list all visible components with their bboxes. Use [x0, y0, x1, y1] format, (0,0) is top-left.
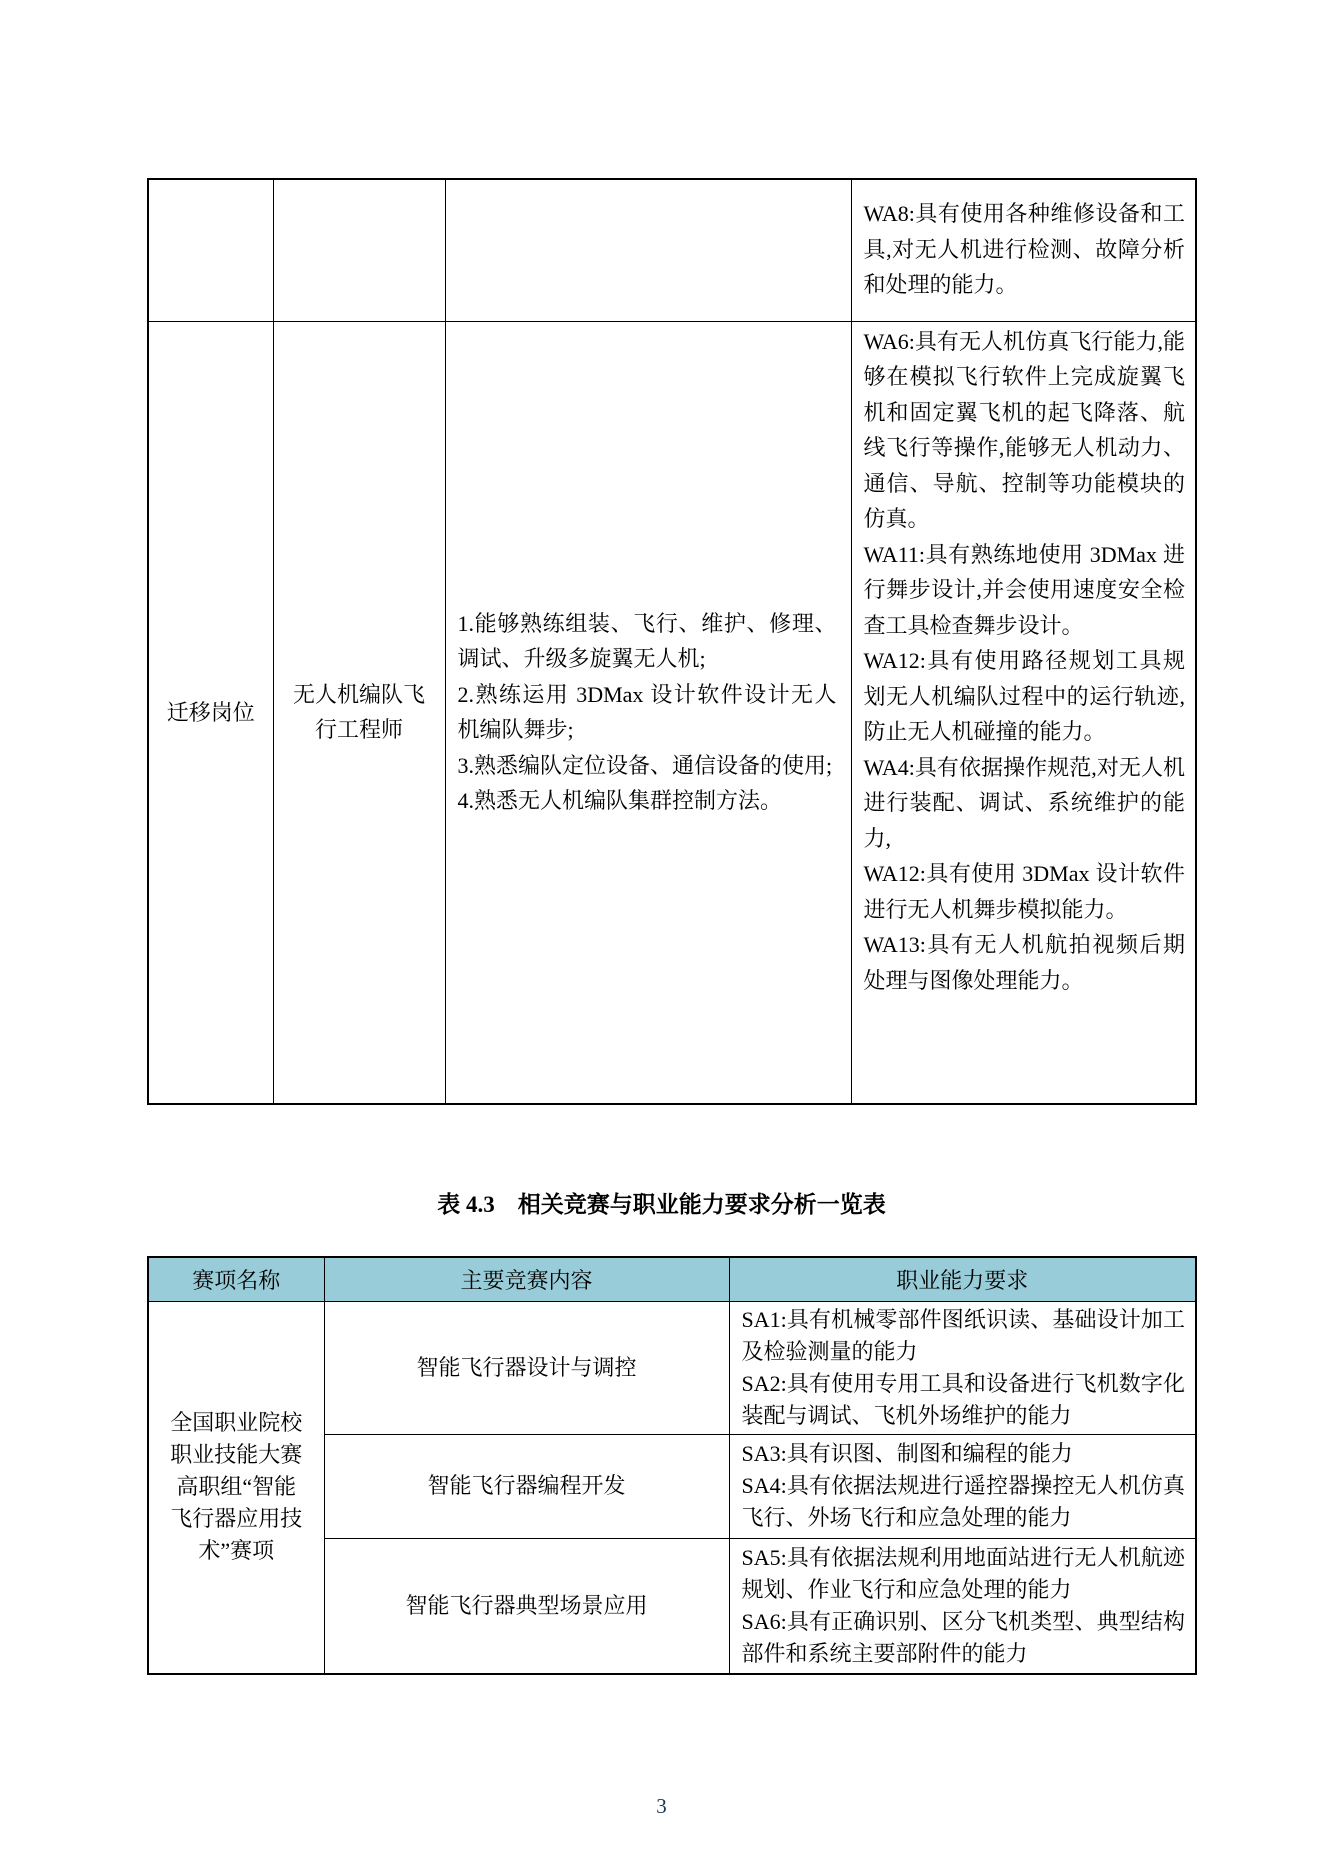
- paragraph: SA6:具有正确识别、区分飞机类型、典型结构部件和系统主要部附件的能力: [741, 1608, 1185, 1666]
- paragraph: 4.熟悉无人机编队集群控制方法。: [457, 788, 783, 814]
- paragraph: WA6:具有无人机仿真飞行能力,能够在模拟飞行软件上完成旋翼飞机和固定翼飞机的起飞降落、航线飞行等操作,能够无人机动力、通信、导航、控制等功能模块的仿真。: [863, 328, 1185, 531]
- header-main-content: 主要竞赛内容: [324, 1257, 729, 1301]
- paragraph: WA12:具有使用 3DMax 设计软件进行无人机舞步模拟能力。: [863, 861, 1185, 922]
- paragraph: SA5:具有依据法规利用地面站进行无人机航迹规划、作业飞行和应急处理的能力: [741, 1544, 1185, 1602]
- abilities-cell: [729, 1301, 1196, 1434]
- header-competition-name: 赛项名称: [148, 1257, 324, 1301]
- table-4-3-title: 表 4.3 相关竞赛与职业能力要求分析一览表: [437, 1192, 886, 1217]
- requirements-cell: [445, 321, 851, 1104]
- paragraph: WA12:具有使用路径规划工具规划无人机编队过程中的运行轨迹,防止无人机碰撞的能力。: [863, 648, 1185, 744]
- table-row: [148, 179, 1196, 321]
- paragraph: WA11:具有熟练地使用 3DMax 进行舞步设计,并会使用速度安全检查工具检查舞步设计。: [863, 541, 1185, 638]
- abilities-cell: [729, 1434, 1196, 1538]
- paragraph: 2.熟练运用 3DMax 设计软件设计无人机编队舞步;: [457, 681, 837, 743]
- content-cell: 智能飞行器编程开发: [324, 1434, 729, 1538]
- table-header-row: [148, 1257, 1196, 1301]
- paragraph: SA1:具有机械零部件图纸识读、基础设计加工及检验测量的能力: [741, 1306, 1185, 1364]
- paragraph: WA13:具有无人机航拍视频后期处理与图像处理能力。: [863, 932, 1185, 993]
- job-capability-table: [147, 178, 1197, 1105]
- abilities-cell: [729, 1538, 1196, 1674]
- paragraph: 3.熟悉编队定位设备、通信设备的使用;: [457, 752, 833, 778]
- job-cell-empty: [273, 179, 445, 321]
- page-number: 3: [656, 1794, 667, 1818]
- header-ability-requirements: 职业能力要求: [729, 1257, 1196, 1301]
- content-cell: 智能飞行器典型场景应用: [324, 1538, 729, 1674]
- abilities-cell: [851, 179, 1196, 321]
- table-row: [148, 321, 1196, 1104]
- paragraph: WA4:具有依据操作规范,对无人机进行装配、调试、系统维护的能力,: [863, 754, 1185, 851]
- table-row: [148, 1301, 1196, 1434]
- position-cell-empty: [148, 179, 273, 321]
- abilities-cell: [851, 321, 1196, 1104]
- competition-analysis-table: [147, 1256, 1197, 1675]
- position-cell: 迁移岗位: [148, 321, 273, 1104]
- competition-name-cell: 全国职业院校职业技能大赛高职组“智能飞行器应用技术”赛项: [148, 1301, 324, 1674]
- paragraph: SA2:具有使用专用工具和设备进行飞机数字化装配与调试、飞机外场维护的能力: [741, 1370, 1185, 1428]
- requirements-cell-empty: [445, 179, 851, 321]
- paragraph: SA3:具有识图、制图和编程的能力: [741, 1441, 1073, 1466]
- paragraph: SA4:具有依据法规进行遥控器操控无人机仿真飞行、外场飞行和应急处理的能力: [741, 1473, 1185, 1530]
- content-cell: 智能飞行器设计与调控: [324, 1301, 729, 1434]
- paragraph: 1.能够熟练组装、飞行、维护、修理、调试、升级多旋翼无人机;: [457, 610, 837, 672]
- job-cell: 无人机编队飞行工程师: [273, 321, 445, 1104]
- paragraph: WA8:具有使用各种维修设备和工具,对无人机进行检测、故障分析和处理的能力。: [863, 201, 1185, 297]
